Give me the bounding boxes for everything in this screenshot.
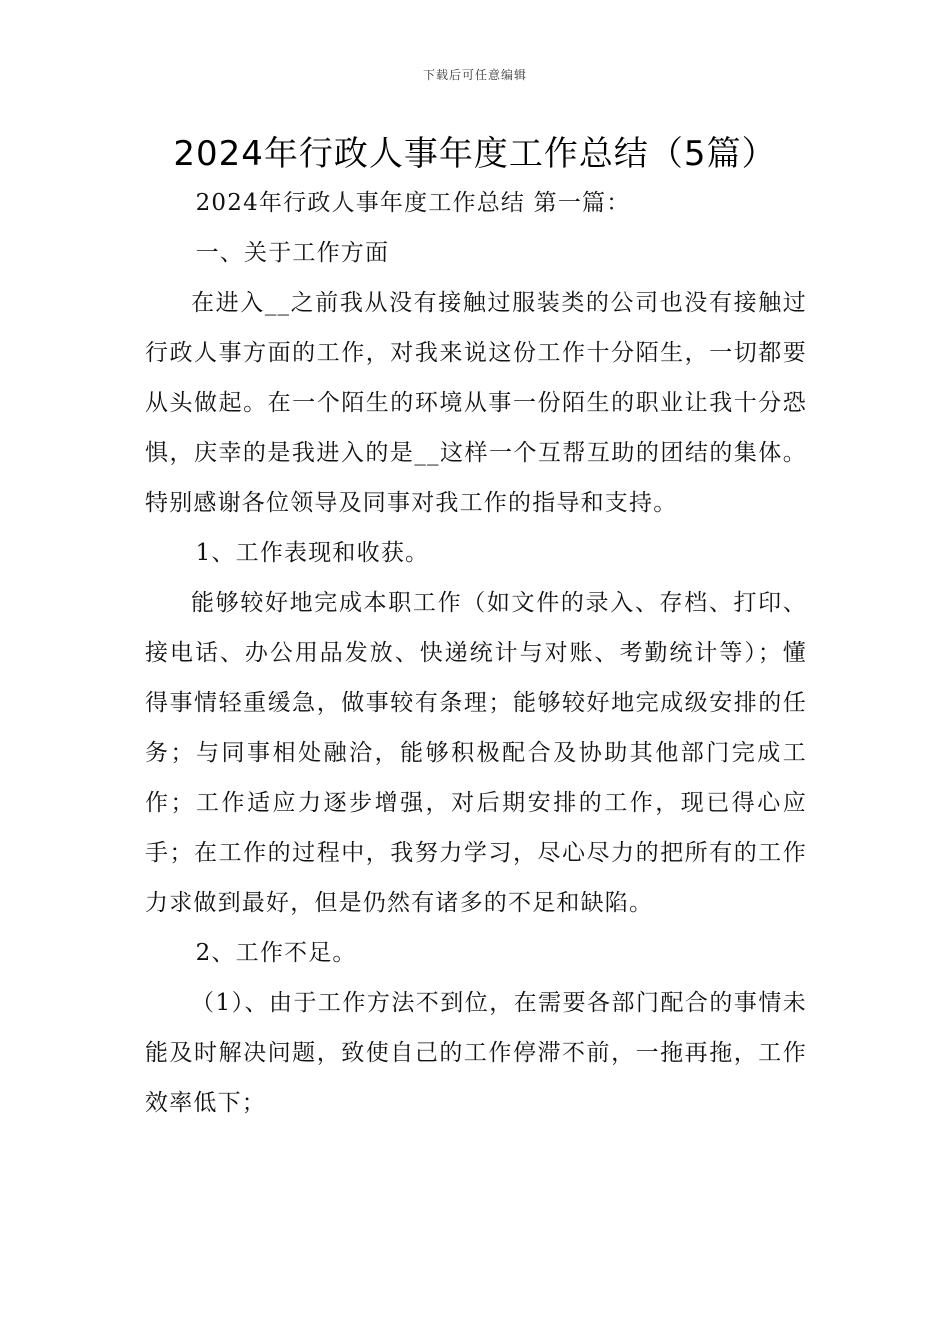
section-heading: 一、关于工作方面	[195, 240, 390, 266]
header-note: 下载后可任意编辑	[422, 68, 527, 82]
subsection-heading: 2、工作不足。	[195, 940, 357, 966]
document-title: 2024年行政人事年度工作总结（5篇）	[173, 134, 777, 174]
body-paragraph: 能够较好地完成本职工作（如文件的录入、存档、打印、接电话、办公用品发放、快递统计与对账、考勤统计等）；懂得事情轻重缓急，做事较有条理；能够较好地完成级安排的任务；与同事相处融洽，能够积极配合及协助其他部门完成工作；工作适应力逐步增强，对后期安排的工作，现已得心应手；在工作的过程中，我努力学习，尽心尽力的把所有的工作力求做到最好，但是仍然有诸多的不足和缺陷。	[145, 590, 807, 916]
section-subtitle: 2024年行政人事年度工作总结 第一篇：	[195, 190, 631, 216]
body-paragraph: 在进入__之前我从没有接触过服装类的公司也没有接触过行政人事方面的工作，对我来说这份工作十分陌生，一切都要从头做起。在一个陌生的环境从事一份陌生的职业让我十分恐惧，庆幸的是我进入的是__这样一个互帮互助的团结的集体。特别感谢各位领导及同事对我工作的指导和支持。	[145, 290, 807, 516]
document-body	[145, 178, 807, 1128]
subsection-heading: 1、工作表现和收获。	[195, 540, 430, 566]
body-paragraph: （1）、由于工作方法不到位，在需要各部门配合的事情未能及时解决问题，致使自己的工作停滞不前，一拖再拖，工作效率低下；	[145, 990, 807, 1116]
